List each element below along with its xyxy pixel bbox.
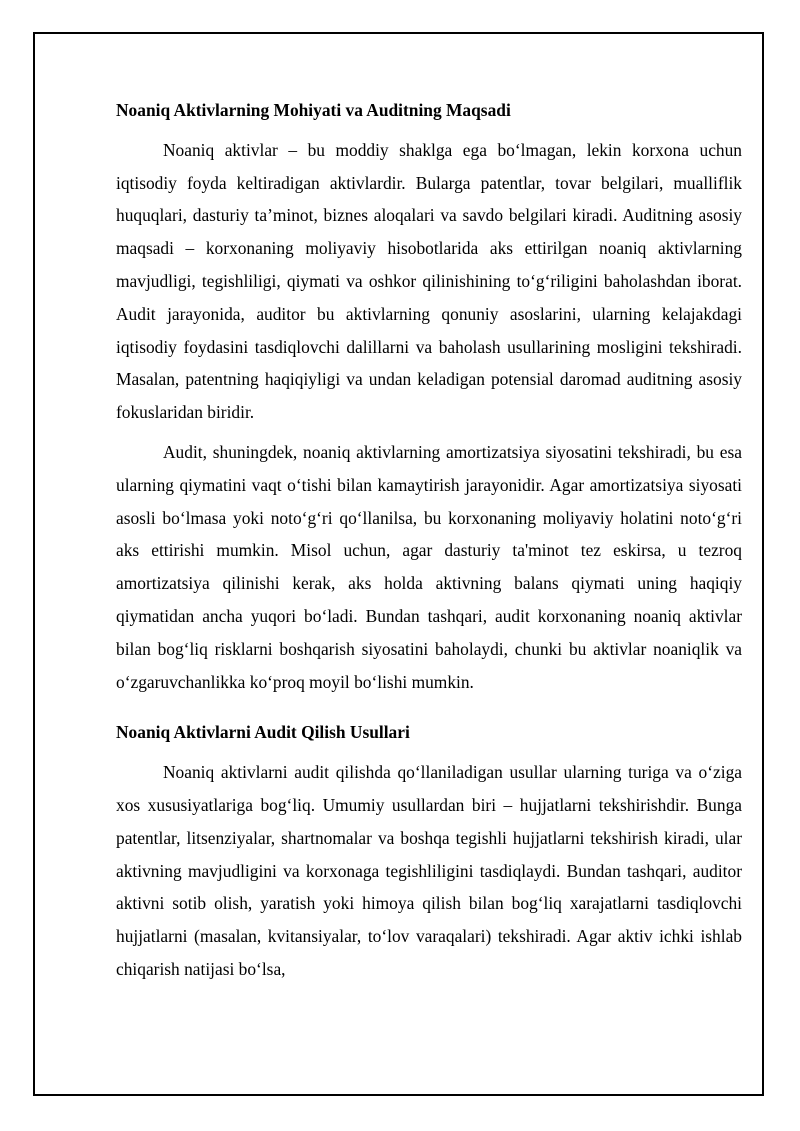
paragraph-intangible-assets-definition: Noaniq aktivlar – bu moddiy shaklga ega bo‘lmagan, lekin korxona uchun iqtisodiy foyda keltiradigan aktivlardir. Bularga patentlar, tovar belgilari, mualliflik huquqlari, dasturiy ta’minot, biznes aloqalari va savdo belgilari kiradi. Auditning asosiy maqsadi – korxonaning moliyaviy hisobotlarida aks ettirilgan noaniq aktivlarning mavjudligi, tegishliligi, qiymati va oshkor qilinishining to‘g‘riligini baholashdan iborat. Audit jarayonida, auditor bu aktivlarning qonuniy asoslarini, ularning kelajakdagi iqtisodiy foydasini tasdiqlovchi dalillarni va baholash usullarining mosligini tekshiradi. Masalan, patentning haqiqiyligi va undan keladigan potensial daromad auditning asosiy fokuslaridan biridir. xyxy=(116,139,742,423)
document-body xyxy=(116,94,742,986)
paragraph-audit-methods: Noaniq aktivlarni audit qilishda qo‘llaniladigan usullar ularning turiga va o‘ziga xos xususiyatlariga bog‘liq. Umumiy usullardan biri – hujjatlarni tekshirishdir. Bunga patentlar, litsenziyalar, shartnomalar va boshqa tegishli hujjatlarni tekshirish kiradi, ular aktivning mavjudligini va korxonaga tegishliligini tasdiqlaydi. Bundan tashqari, auditor aktivni sotib olish, yaratish yoki himoya qilish bilan bog‘liq xarajatlarni tasdiqlovchi hujjatlarni (masalan, kvitansiyalar, to‘lov varaqalari) tekshiradi. Agar aktiv ichki ishlab chiqarish natijasi bo‘lsa, xyxy=(116,762,742,979)
paragraph-amortization-policy: Audit, shuningdek, noaniq aktivlarning amortizatsiya siyosatini tekshiradi, bu esa ularning qiymatini vaqt o‘tishi bilan kamaytirish jarayonidir. Agar amortizatsiya siyosati asosli bo‘lmasa yoki noto‘g‘ri qo‘llanilsa, bu korxonaning moliyaviy holatini noto‘g‘ri aks ettirishi mumkin. Misol uchun, agar dasturiy ta'minot tez eskirsa, u tezroq amortizatsiya qilinishi kerak, aks holda aktivning balans qiymati uning haqiqiy qiymatidan ancha yuqori bo‘ladi. Bundan tashqari, audit korxonaning noaniq aktivlar bilan bog‘liq risklarni boshqarish siyosatini baholaydi, chunki bu aktivlar noaniqlik va o‘zgaruvchanlikka ko‘proq moyil bo‘lishi mumkin. xyxy=(116,441,742,692)
section-heading-audit-methods: Noaniq Aktivlarni Audit Qilish Usullari xyxy=(116,722,410,743)
section-heading-nature-and-purpose: Noaniq Aktivlarning Mohiyati va Auditning Maqsadi xyxy=(116,100,511,120)
